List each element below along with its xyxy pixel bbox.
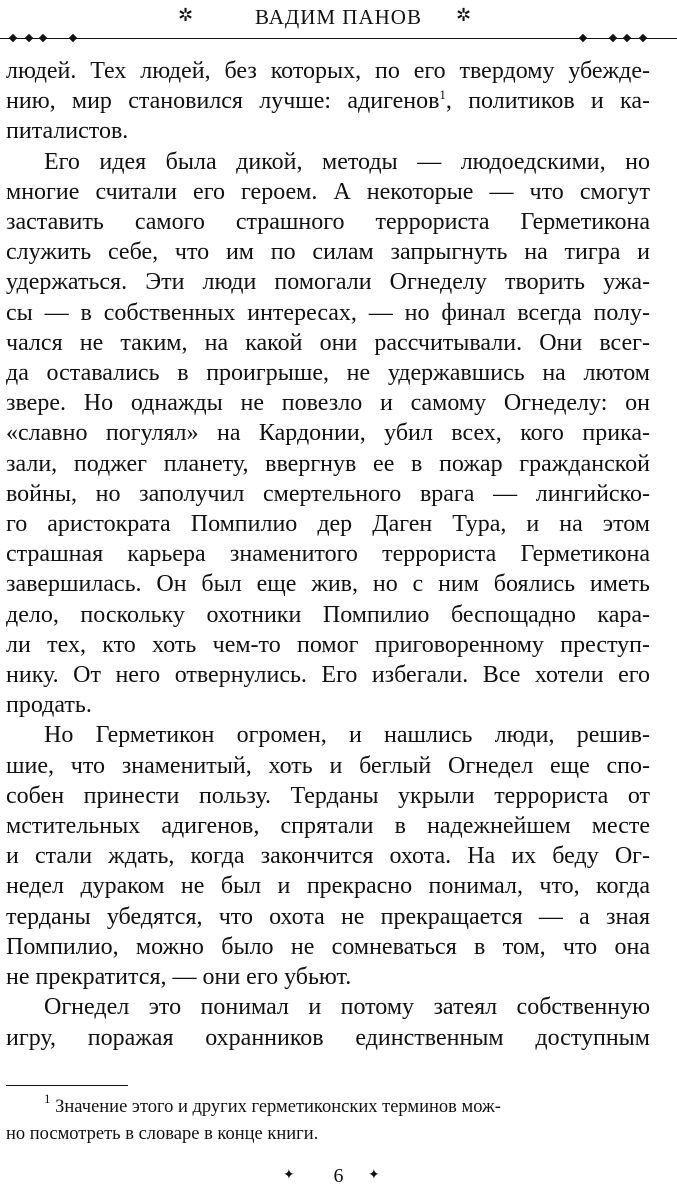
text-line [6, 328, 650, 358]
ornament-diamond-icon [9, 34, 17, 42]
text-line [6, 962, 650, 992]
text-line-content: сы — в собственных интересах, — но финал всегда полу- [6, 299, 650, 326]
ornament-diamond-icon [69, 34, 77, 42]
page-number-ornament-icon: ✦ [368, 1168, 380, 1183]
text-line [6, 902, 650, 932]
text-line [6, 811, 650, 841]
running-header [0, 0, 677, 48]
text-line-content: звере. Но однажды не повезло и самому Огнеделу: он [6, 390, 650, 417]
page-number: 6 [333, 1165, 344, 1187]
text-line [6, 116, 650, 146]
text-line [6, 569, 650, 599]
ornament-diamond-icon [39, 34, 47, 42]
text-line [6, 177, 650, 207]
footnote-reference[interactable]: 1 [439, 87, 446, 103]
text-line-content: нику. От него отвернулись. Его избегали. Все хотели его [6, 662, 650, 689]
text-line [6, 600, 650, 630]
text-line [6, 630, 650, 660]
text-line-content: собен принести пользу. Терданы укрыли террориста от [6, 782, 650, 809]
body-text [6, 56, 650, 1053]
text-line-content: страшная карьера знаменитого террориста Герметикона [6, 541, 650, 568]
text-line-content: «славно погулял» на Кардонии, убил всех, кого прика- [6, 420, 650, 447]
text-line [6, 237, 650, 267]
text-line [6, 992, 650, 1022]
footnote-divider [6, 1085, 128, 1086]
ornament-diamond-icon [609, 34, 617, 42]
text-line [6, 660, 650, 690]
ornament-star-icon: ✲ [456, 5, 472, 25]
footnote-line [6, 1091, 650, 1121]
ornament-diamond-icon [579, 34, 587, 42]
text-line [6, 358, 650, 388]
text-line [6, 147, 650, 177]
text-line-content: удержаться. Эти люди помогали Огнеделу творить ужа- [6, 269, 650, 296]
text-line-content: Огнедел это понимал и потому затеял собственную [44, 994, 650, 1021]
ornament-diamond-icon [639, 34, 647, 42]
text-line-content: людей. Тех людей, без которых, по его твердому убежде- [6, 58, 650, 84]
text-line [6, 1023, 650, 1053]
header-divider [0, 38, 677, 39]
text-line-content: ли тех, кто хоть чем-то помог приговоренному преступ- [6, 631, 650, 658]
text-line [6, 418, 650, 448]
text-line-content: заставить самого страшного террориста Герметикона [6, 209, 650, 236]
text-line-content: дело, поскольку охотники Помпилио беспощадно кара- [6, 601, 650, 628]
footnote-marker: 1 [44, 1091, 51, 1106]
text-line-content: терданы убедятся, что охота не прекращается — а зная [6, 903, 650, 930]
text-line [6, 539, 650, 569]
text-line-content: недел дураком не был и прекрасно понимал, что, когда [6, 873, 650, 900]
text-line-content: завершилась. Он был еще жив, но с ним боялись иметь [6, 571, 650, 598]
text-line [6, 298, 650, 328]
ornament-diamond-icon [25, 34, 33, 42]
ornament-diamond-icon [623, 34, 631, 42]
text-line-content: питалистов. [6, 118, 129, 145]
footnote-line: но посмотреть в словаре в конце книги. [6, 1124, 319, 1144]
text-line [6, 871, 650, 901]
text-line-content: чался не таким, на какой они рассчитывали. Они всег- [6, 329, 650, 356]
footnote [6, 1091, 650, 1148]
text-line-content: зали, поджег планету, ввергнув ее в пожар гражданской [6, 450, 650, 477]
text-line [6, 86, 650, 116]
text-line [6, 932, 650, 962]
text-line [6, 509, 650, 539]
text-line-content: мстительных адигенов, спрятали в надежнейшем месте [6, 813, 650, 840]
text-line-content: и стали ждать, когда закончится охота. На их беду Ог- [6, 843, 650, 870]
text-line-content: войны, но заполучил смертельного врага — лингийско- [6, 480, 650, 507]
running-header-title: ВАДИМ ПАНОВ [255, 5, 422, 29]
text-line [6, 841, 650, 871]
text-line [6, 267, 650, 297]
page-number-ornament-icon: ✦ [283, 1168, 295, 1183]
text-line [6, 449, 650, 479]
text-line-content: нию, мир становился лучше: адигенов [6, 88, 440, 115]
text-line [6, 690, 650, 720]
ornament-star-icon: ✲ [178, 5, 194, 25]
text-line [6, 751, 650, 781]
text-line-content: многие считали его героем. А некоторые — что смогут [6, 178, 650, 205]
text-line-content: го аристократа Помпилио дер Даген Тура, и на этом [6, 511, 650, 538]
text-line-content: служить себе, что им по силам запрыгнуть на тигра и [6, 239, 650, 266]
text-line [6, 479, 650, 509]
text-line-content: Помпилио, можно было не сомневаться в том, что она [6, 933, 650, 960]
text-line [6, 56, 650, 86]
text-line-content: Его идея была дикой, методы — людоедскими, но [44, 148, 650, 175]
text-line [6, 207, 650, 237]
text-line [6, 388, 650, 418]
text-line [6, 720, 650, 750]
text-line-content: да оставались в проигрыше, не удержавшись на лютом [6, 360, 650, 387]
text-line-content: шие, что знаменитый, хоть и беглый Огнедел еще спо- [6, 752, 650, 779]
text-line-content: , политиков и ка- [445, 88, 650, 115]
text-line-content: не прекратится, — они его убьют. [6, 964, 352, 991]
text-line-content: Но Герметикон огромен, и нашлись люди, решив- [44, 722, 650, 749]
text-line-content: игру, поражая охранников единственным доступным [6, 1024, 650, 1051]
footnote-text: Значение этого и других герметиконских терминов мож- [50, 1097, 501, 1117]
text-line [6, 781, 650, 811]
text-line-content: продать. [6, 692, 92, 719]
